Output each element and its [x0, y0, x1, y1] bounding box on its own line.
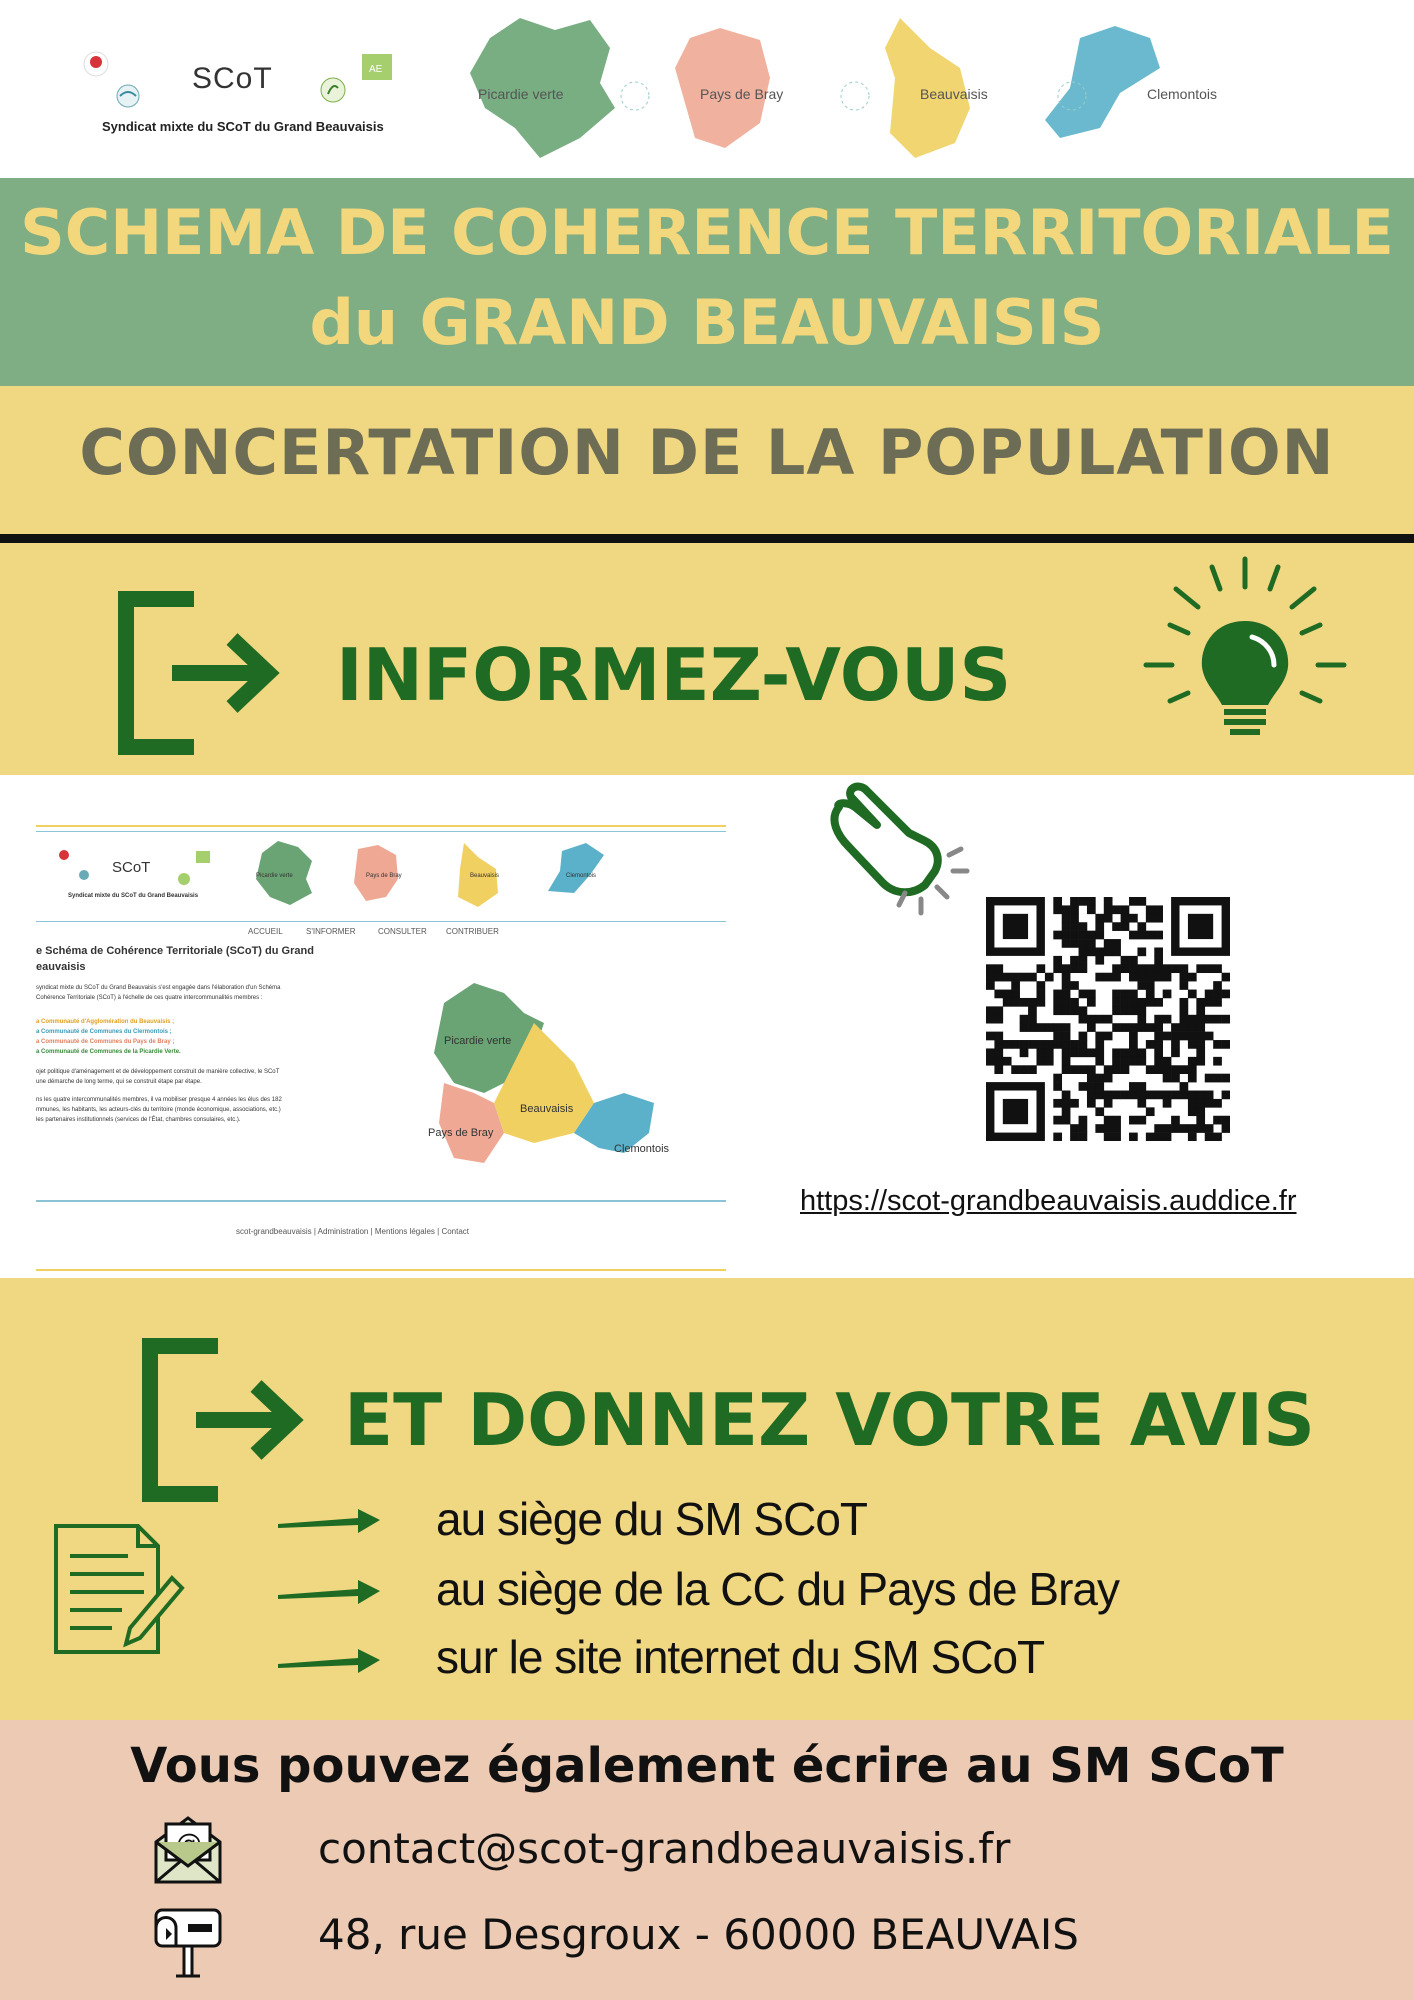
- mailbox-icon: [152, 1904, 224, 1980]
- scot-logo-text: SCoT: [192, 62, 273, 95]
- org-name: Syndicat mixte du SCoT du Grand Beauvaisis: [102, 119, 384, 134]
- divider: [0, 534, 1414, 543]
- preview-map-label-pays-de-bray: Pays de Bray: [428, 1127, 494, 1139]
- region-label-beauvaisis: Beauvaisis: [920, 86, 988, 102]
- preview-body-line-4: mmunes, les habitants, les acteurs-clés du territoire (monde économique, associations, etc.): [36, 1107, 281, 1113]
- email-icon: [152, 1812, 224, 1886]
- arrow-icon: [278, 1646, 380, 1676]
- arrow-icon: [278, 1577, 380, 1607]
- avis-item-2: au siège de la CC du Pays de Bray: [436, 1563, 1119, 1615]
- preview-member-4: a Communauté de Communes de la Picardie Verte.: [36, 1049, 181, 1055]
- avis-band: [0, 1278, 1414, 1720]
- qr-code[interactable]: [986, 897, 1230, 1141]
- preview-intro-line-2: Cohérence Territoriale (SCoT) à l'échelle de ces quatre intercommunalités membres :: [36, 995, 263, 1001]
- preview-region-label-clemontois: Clemontois: [566, 873, 597, 879]
- informez-band: [0, 543, 1414, 775]
- preview-map-label-clemontois: Clemontois: [614, 1143, 670, 1155]
- header: [0, 0, 1414, 178]
- preview-nav-consulter: CONSULTER: [378, 927, 427, 936]
- title-band: [0, 178, 1414, 386]
- preview-member-3: a Communauté de Communes du Pays de Bray ;: [36, 1039, 175, 1045]
- preview-member-1: a Communauté d'Agglomération du Beauvaisis ;: [36, 1019, 175, 1025]
- preview-nav-sinformer: S'INFORMER: [306, 927, 356, 936]
- document-pen-icon: [52, 1522, 188, 1658]
- footer-title: Vous pouvez également écrire au SM SCoT: [130, 1738, 1284, 1794]
- postal-address: 48, rue Desgroux - 60000 BEAUVAIS: [318, 1910, 1079, 1959]
- enter-arrow-icon: [114, 591, 284, 756]
- preview-footer-links: scot-grandbeauvaisis | Administration | Mentions légales | Contact: [236, 1227, 470, 1236]
- preview-heading-line-1: e Schéma de Cohérence Territoriale (SCoT) du Grand: [36, 945, 314, 957]
- preview-body-line-2: une démarche de long terme, qui se construit étape par étape.: [36, 1079, 202, 1085]
- region-label-pays-de-bray: Pays de Bray: [700, 86, 784, 102]
- preview-region-label-pays-de-bray: Pays de Bray: [366, 873, 402, 879]
- preview-body-line-1: ojet politique d'aménagement et de développement construit de manière collective, le SCoT: [36, 1069, 280, 1075]
- clemontois-map: [1045, 26, 1160, 138]
- concertation-band: [0, 386, 1414, 534]
- website-url-link[interactable]: https://scot-grandbeauvaisis.auddice.fr: [800, 1185, 1297, 1217]
- lightbulb-icon: [1140, 553, 1350, 753]
- preview-map-label-beauvaisis: Beauvaisis: [520, 1103, 574, 1115]
- preview-body-line-3: ns les quatre intercommunalités membres, il va mobiliser presque 4 années les élus des 182: [36, 1097, 282, 1103]
- enter-arrow-icon: [138, 1338, 308, 1503]
- title-line-2: du GRAND BEAUVAISIS: [309, 286, 1105, 359]
- preview-logo-text: SCoT: [112, 859, 151, 876]
- preview-region-label-beauvaisis: Beauvaisis: [470, 873, 500, 879]
- website-preview: [36, 825, 726, 1273]
- region-label-clemontois: Clemontois: [1147, 86, 1218, 102]
- avis-heading: ET DONNEZ VOTRE AVIS: [344, 1378, 1315, 1462]
- pointing-hand-icon: [825, 775, 975, 925]
- preview-org-name: Syndicat mixte du SCoT du Grand Beauvaisis: [68, 893, 199, 899]
- avis-item-1: au siège du SM SCoT: [436, 1493, 868, 1545]
- preview-member-2: a Communauté de Communes du Clermontois ;: [36, 1029, 172, 1035]
- preview-region-label-picardie-verte: Picardie verte: [256, 873, 293, 879]
- contact-email[interactable]: contact@scot-grandbeauvaisis.fr: [318, 1824, 1011, 1873]
- preview-nav-contribuer: CONTRIBUER: [446, 927, 499, 936]
- avis-item-3: sur le site internet du SM SCoT: [436, 1631, 1045, 1683]
- footer: [0, 1720, 1414, 2000]
- concertation-heading: CONCERTATION DE LA POPULATION: [79, 416, 1335, 489]
- preview-heading-line-2: eauvaisis: [36, 961, 86, 973]
- preview-region-maps: [246, 835, 666, 919]
- preview-map-label-picardie-verte: Picardie verte: [444, 1035, 512, 1047]
- preview-territory-map: [424, 973, 724, 1173]
- arrow-icon: [278, 1506, 380, 1536]
- preview-intro-line-1: syndicat mixte du SCoT du Grand Beauvaisis s'est engagée dans l'élaboration d'un Schéma: [36, 985, 281, 991]
- title-line-1: SCHEMA DE COHERENCE TERRITORIALE: [20, 196, 1394, 269]
- scot-logo-box: [188, 60, 304, 104]
- informez-heading: INFORMEZ-VOUS: [336, 633, 1012, 717]
- preview-body-line-5: les partenaires institutionnels (services de l'État, chambres consulaires, etc.).: [36, 1117, 241, 1123]
- svg-text:AE: AE: [369, 64, 383, 75]
- website-section: [0, 775, 1414, 1278]
- region-label-picardie-verte: Picardie verte: [478, 86, 564, 102]
- preview-nav-accueil: ACCUEIL: [248, 927, 283, 936]
